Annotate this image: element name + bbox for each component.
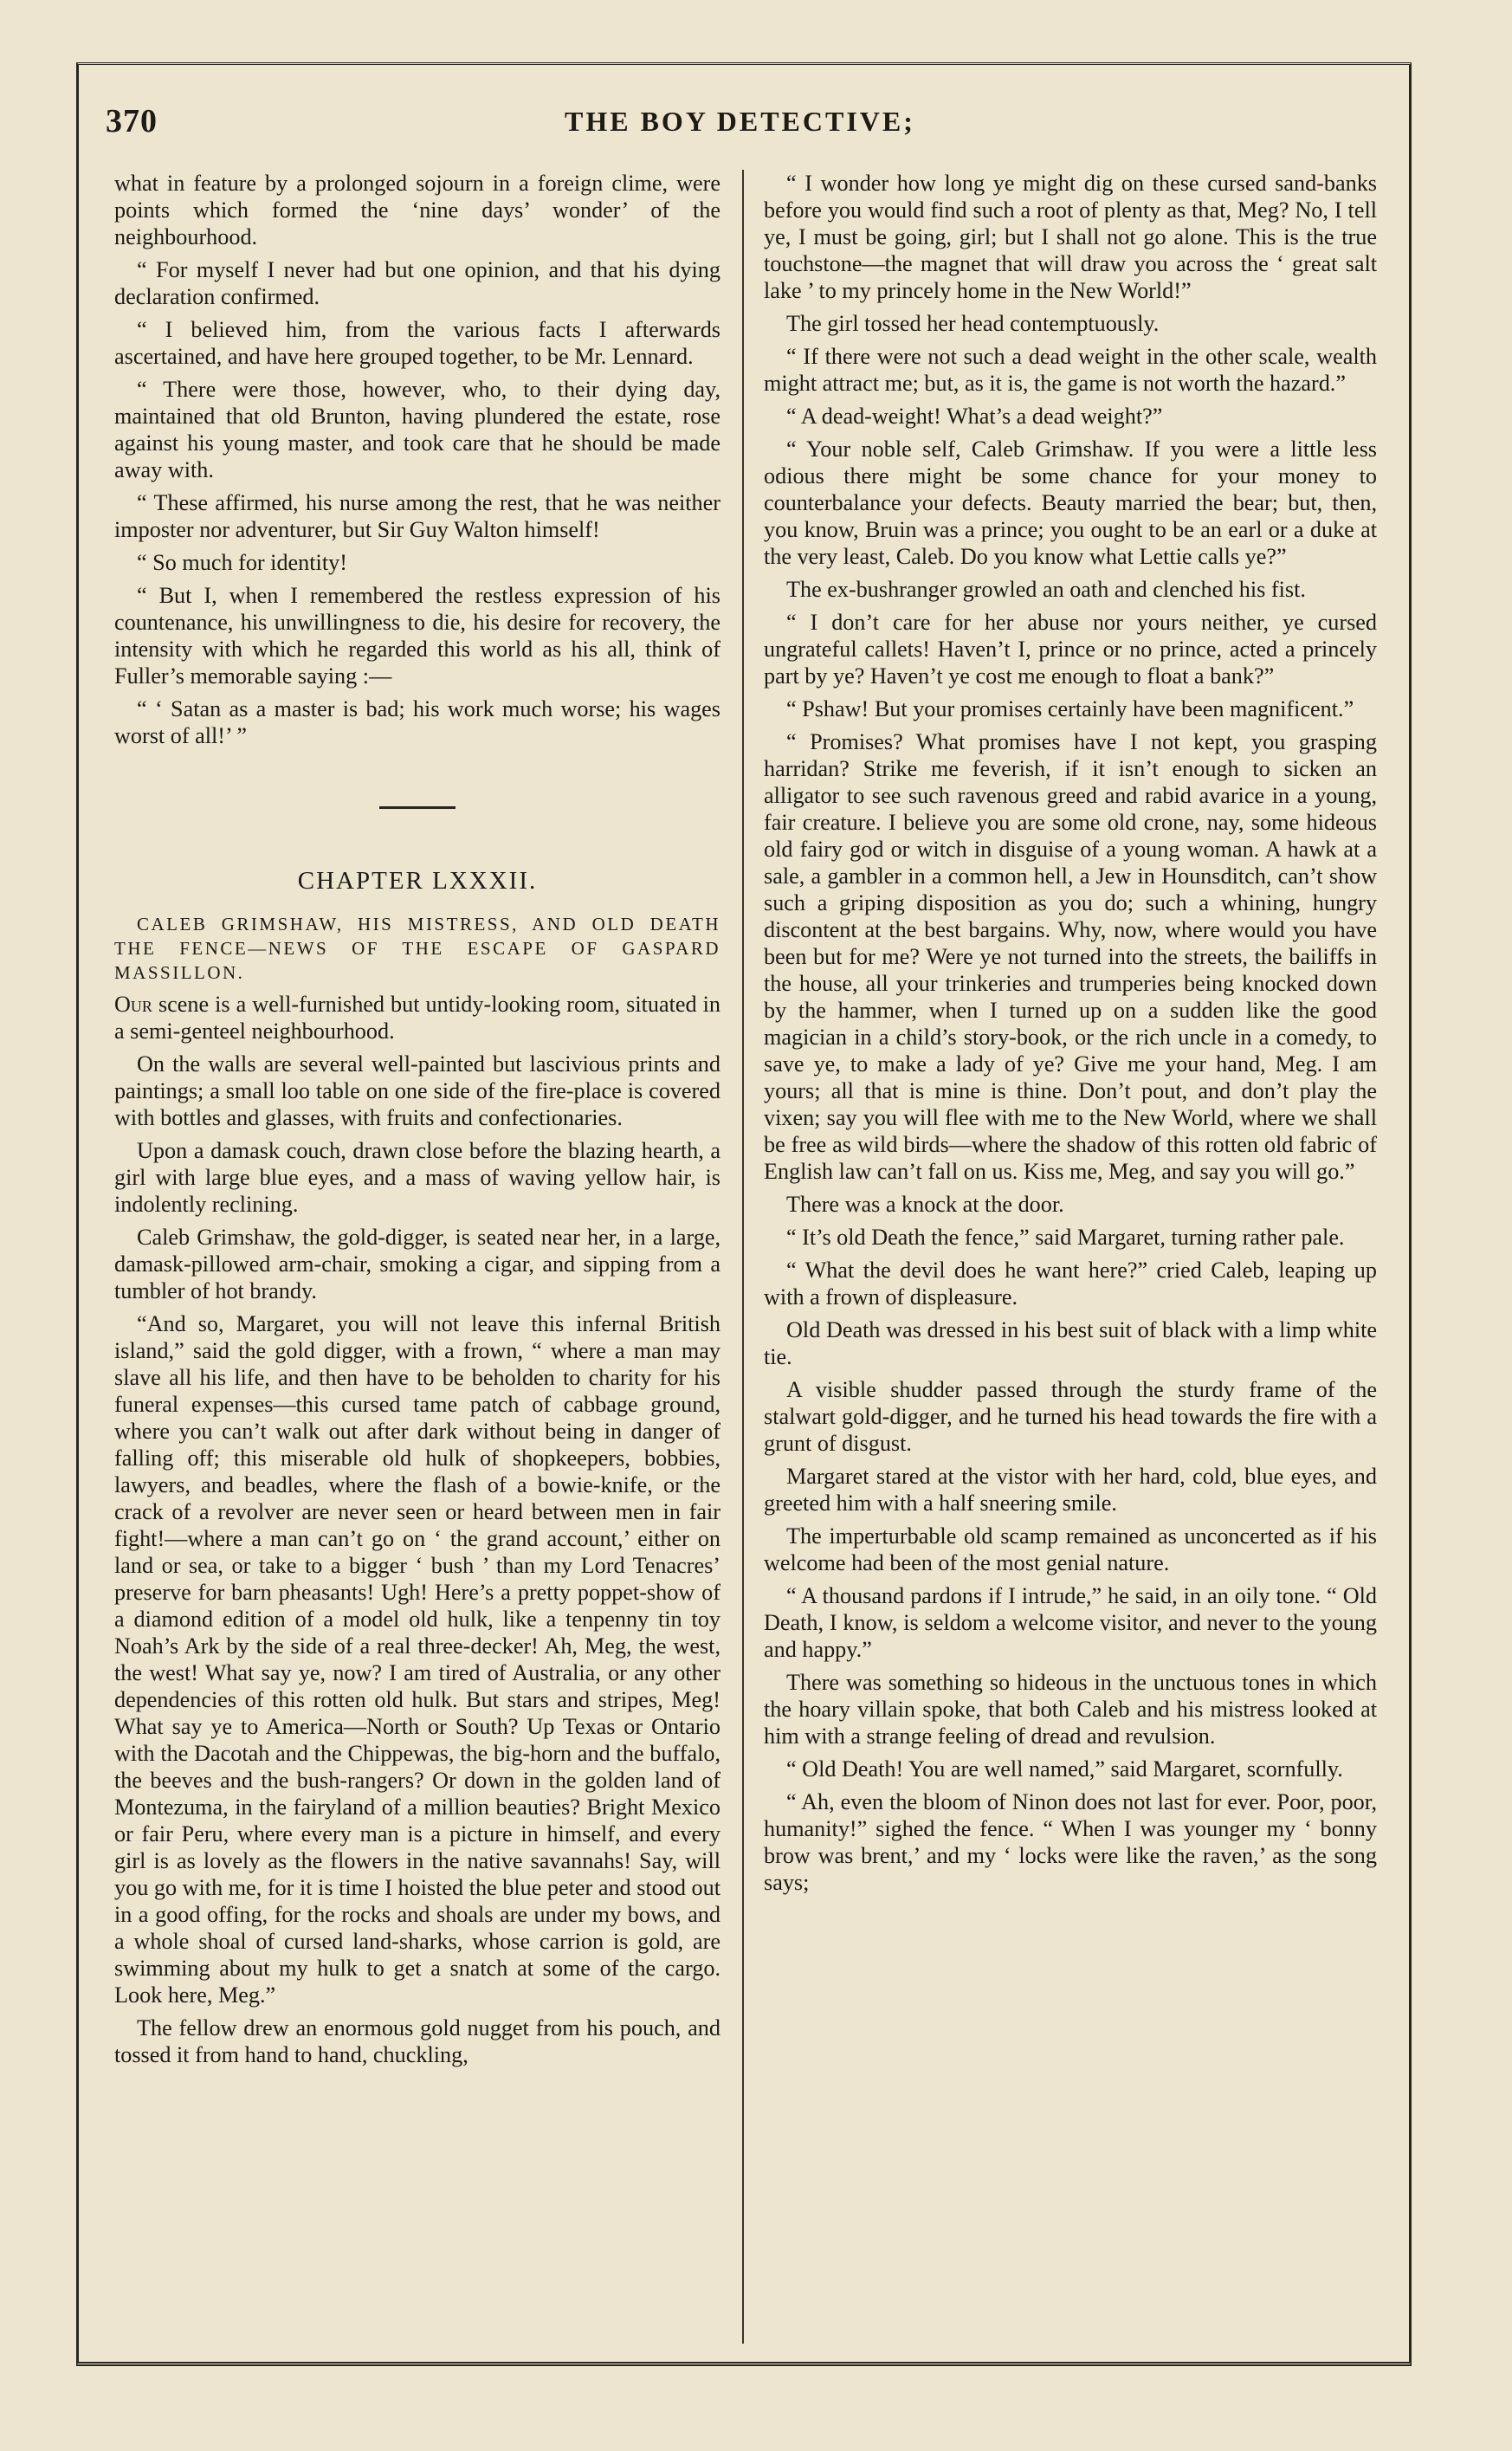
paragraph: “ But I, when I remembered the restless expression of his countenance, his unwillingness to die, his desire for recovery, the intensity with which he regarded this world as his all, think of Fuller’s memorable saying :— (114, 583, 720, 689)
paragraph: “ There were those, however, who, to their dying day, maintained that old Brunton, having plundered the estate, rose against his young master, and took care that he should be made away with. (114, 377, 720, 482)
paragraph: “ Ah, even the bloom of Ninon does not last for ever. Poor, poor, humanity!” sighed the fence. “ When I was younger my ‘ bonny brow was brent,’ and my ‘ locks were like the raven,’ as the song says; (764, 1789, 1377, 1895)
paragraph: what in feature by a prolonged sojourn in a foreign clime, were points which formed the ‘nine days’ wonder’ of the neighbourhood. (114, 171, 720, 249)
paragraph: On the walls are several well-painted but lascivious prints and paintings; a small loo table on one side of the fire-place is covered with bottles and glasses, with fruits and confectionaries. (114, 1051, 720, 1130)
paragraph: “ Promises? What promises have I not kept, you grasping harridan? Strike me feverish, if it isn’t enough to sicken an alligator to see such ravenous greed and rabid avarice in a young, fair creature. I believe you are some old crone, nay, some hideous old fairy god or witch in disguise of a young woman. A hawk at a sale, a gambler in a common hell, a Jew in Hounsditch, can’t show such a griping disposition as you do; such a whining, hungry discontent at the best bargains. Why, now, where would you have been but for me? Were ye not turned into the streets, the bailiffs in the house, all your trinkeries and trumperies being knocked down by the hammer, when I turned up on a sudden like the good magician in a child’s story-book, or the rich uncle in a comedy, to save ye, to make a lady of ye? Give me your hand, Meg. I am yours; all that is mine is thine. Don’t pout, and don’t play the vixen; say you will flee with me to the New World, where we shall be free as wild birds—where the shadow of this rotten old fabric of English law can’t fall on us. Kiss me, Meg, and say you will go.” (764, 729, 1377, 1184)
paragraph: Upon a damask couch, drawn close before the blazing hearth, a girl with large blue eyes, and a mass of waving yellow hair, is indolently reclining. (114, 1138, 720, 1217)
paragraph: “ ‘ Satan as a master is bad; his work much worse; his wages worst of all!’ ” (114, 696, 720, 748)
paragraph: “ I believed him, from the various facts I afterwards ascertained, and have here grouped together, to be Mr. Lennard. (114, 317, 720, 369)
paragraph: Old Death was dressed in his best suit of black with a limp white tie. (764, 1317, 1377, 1369)
chapter-first-paragraph (114, 991, 720, 1044)
paragraph: A visible shudder passed through the sturdy frame of the stalwart gold-digger, and he turned his head towards the fire with a grunt of disgust. (764, 1377, 1377, 1456)
paragraph: There was something so hideous in the unctuous tones in which the hoary villain spoke, that both Caleb and his mistress looked at him with a strange feeling of dread and revulsion. (764, 1670, 1377, 1749)
paragraph: “ So much for identity! (137, 550, 347, 575)
paragraph: The imperturbable old scamp remained as unconcerted as if his welcome had been of the most genial nature. (764, 1523, 1377, 1575)
paragraph: “ It’s old Death the fence,” said Margaret, turning rather pale. (786, 1225, 1345, 1250)
right-column (764, 170, 1377, 1902)
left-column (114, 170, 720, 2074)
paragraph: “ For myself I never had but one opinion, and that his dying declaration confirmed. (114, 257, 720, 309)
column-divider (742, 170, 744, 2344)
chapter-first-text: scene is a well-furnished but untidy-looking room, situated in a semi-genteel neighbourhood. (114, 992, 720, 1044)
paragraph: “ A thousand pardons if I intrude,” he said, in an oily tone. “ Old Death, I know, is seldom a welcome visitor, and never to the young and happy.” (764, 1583, 1377, 1662)
chapter-lead-word: Our (114, 992, 152, 1017)
paragraph: There was a knock at the door. (786, 1192, 1064, 1217)
paragraph: Caleb Grimshaw, the gold-digger, is seated near her, in a large, damask-pillowed arm-chair, smoking a cigar, and sipping from a tumbler of hot brandy. (114, 1225, 720, 1303)
paragraph: “And so, Margaret, you will not leave this infernal British island,” said the gold digger, with a frown, “ where a man may slave all his life, and then have to be beholden to charity for his funeral expenses—this cursed tame patch of cabbage ground, where you can’t walk out after dark without being in danger of falling off; this miserable old hulk of shopkeepers, bobbies, lawyers, and beadles, where the flash of a bowie-knife, or the crack of a revolver are never seen or heard between men in fair fight!—where a man can’t go on ‘ the grand account,’ either on land or sea, or take to a bigger ‘ bush ’ than my Lord Tenacres’ preserve for barn pheasants! Ugh! Here’s a pretty poppet-show of a diamond edition of a model old hulk, like a tenpenny tin toy Noah’s Ark by the side of a real three-decker! Ah, Meg, the west, the west! What say ye, now? I am tired of Australia, or any other dependencies of this rotten old hulk. But stars and stripes, Meg! What say ye to America—North or South? Up Texas or Ontario with the Dacotah and the Chippewas, the big-horn and the buffalo, the beeves and the bush-rangers? Or down in the golden land of Montezuma, in the fairyland of a million beauties? Bright Mexico or fair Peru, where every man is a picture in himself, and every girl is as lovely as the flowers in the native savannahs! Say, will you go with me, for it is time I hoisted the blue peter and stood out in a good offing, for the rocks and shoals are under my bows, and a whole shoal of cursed land-sharks, whose carrion is gold, are swimming about my hulk to get a snatch at some of the cargo. Look here, Meg.” (114, 1311, 720, 2008)
paragraph: “ A dead-weight! What’s a dead weight?” (786, 404, 1163, 429)
paragraph: The ex-bushranger growled an oath and clenched his fist. (786, 577, 1306, 602)
paragraph: The fellow drew an enormous gold nugget from his pouch, and tossed it from hand to hand, chuckling, (114, 2015, 720, 2067)
chapter-summary: CALEB GRIMSHAW, HIS MISTRESS, AND OLD DEATH THE FENCE—NEWS OF THE ESCAPE OF GASPARD MASSILLON. (114, 914, 720, 983)
chapter-title: CHAPTER LXXXII. (297, 867, 538, 895)
running-title: THE BOY DETECTIVE; (565, 106, 915, 137)
page-header (106, 102, 1405, 163)
paragraph: “ Your noble self, Caleb Grimshaw. If you were a little less odious there might be some chance for your money to counterbalance your defects. Beauty married the bear; but, then, you know, Bruin was a prince; you ought to be an earl or a duke at the very least, Caleb. Do you know what Lettie calls ye?” (764, 437, 1377, 569)
section-separator (379, 806, 456, 809)
paragraph: “ Pshaw! But your promises certainly have been magnificent.” (786, 696, 1354, 721)
paragraph: The girl tossed her head contemptuously. (786, 311, 1160, 336)
paragraph: “ These affirmed, his nurse among the rest, that he was neither imposter nor adventurer, but Sir Guy Walton himself! (114, 490, 720, 542)
paragraph: “ I don’t care for her abuse nor yours neither, ye cursed ungrateful callets! Haven’t I, prince or no prince, acted a princely part by ye? Haven’t ye cost me enough to float a bank?” (764, 610, 1377, 689)
page-number: 370 (106, 103, 158, 139)
paragraph: “ Old Death! You are well named,” said Margaret, scornfully. (786, 1756, 1343, 1782)
paragraph: “ If there were not such a dead weight in the other scale, wealth might attract me; but, as it is, the game is not worth the hazard.” (764, 344, 1377, 396)
paragraph: Margaret stared at the vistor with her hard, cold, blue eyes, and greeted him with a half sneering smile. (764, 1464, 1377, 1516)
paragraph: “ What the devil does he want here?” cried Caleb, leaping up with a frown of displeasure. (764, 1258, 1377, 1310)
paragraph: “ I wonder how long ye might dig on these cursed sand-banks before you would find such a root of plenty as that, Meg? No, I tell ye, I must be going, girl; but I shall not go alone. This is the true touchstone—the magnet that will draw you across the ‘ great salt lake ’ to my princely home in the New World!” (764, 171, 1377, 303)
